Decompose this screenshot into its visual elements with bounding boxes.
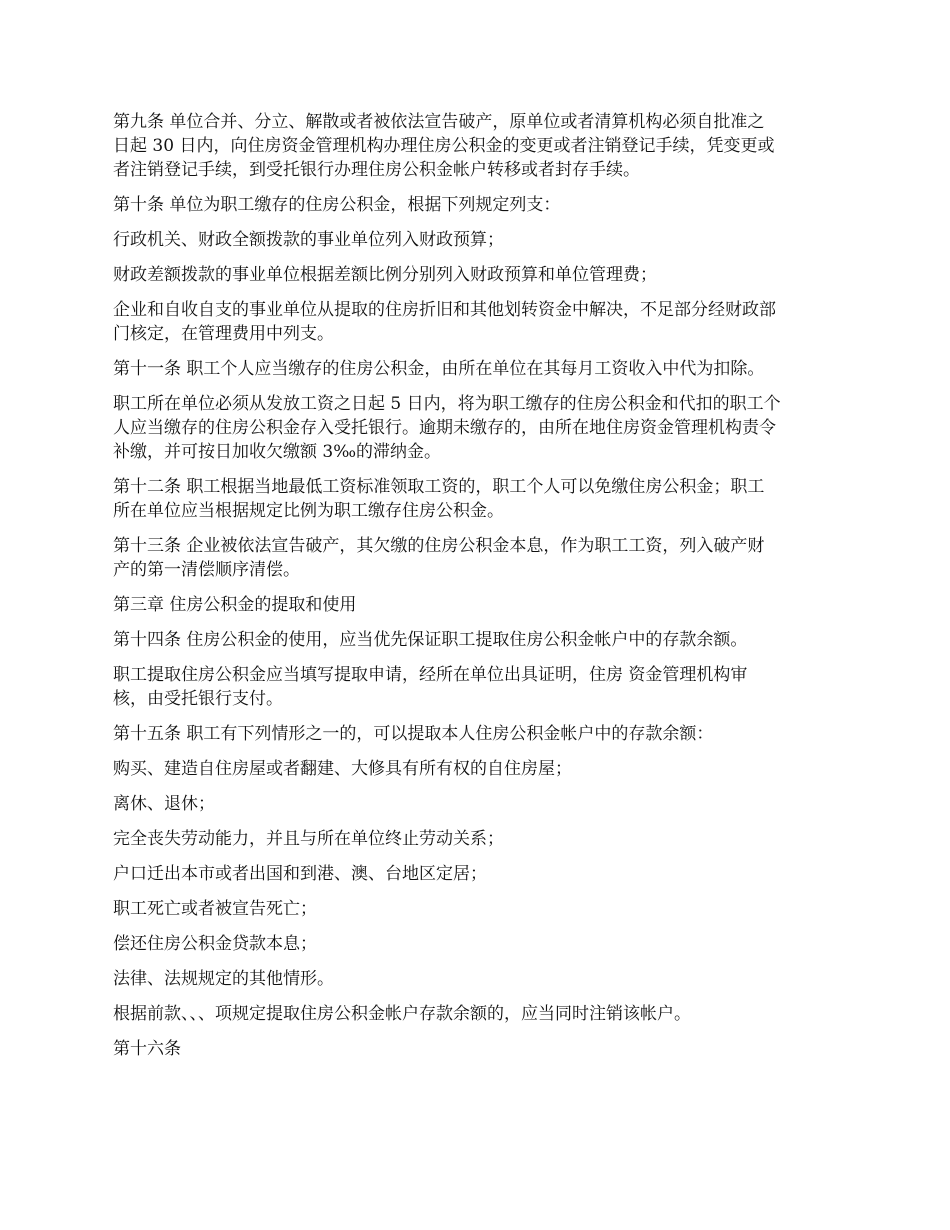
paragraph-list-item: 财政差额拨款的事业单位根据差额比例分别列入财政预算和单位管理费； [113, 265, 657, 285]
paragraph-list-item: 完全丧失劳动能力，并且与所在单位终止劳动关系； [113, 829, 504, 849]
paragraph-list-item: 职工死亡或者被宣告死亡； [113, 899, 317, 919]
paragraph-body: 根据前款、、、项规定提取住房公积金帐户存款余额的，应当同时注销该帐户。 [113, 1004, 691, 1024]
paragraph-list-item: 偿还住房公积金贷款本息； [113, 934, 317, 954]
document-page [113, 110, 843, 1072]
paragraph-article-13: 第十三条 企业被依法宣告破产，其欠缴的住房公积金本息，作为职工工资，列入破产财 产的第一清偿顺序清偿。 [113, 536, 765, 580]
paragraph-article-10: 第十条 单位为职工缴存的住房公积金，根据下列规定列支： [113, 195, 561, 215]
paragraph-list-item: 企业和自收自支的事业单位从提取的住房折旧和其他划转资金中解决，不足部分经财政部 门核定，在管理费用中列支。 [113, 300, 776, 344]
chapter-heading: 第三章 住房公积金的提取和使用 [113, 595, 357, 615]
paragraph-body: 职工所在单位必须从发放工资之日起 5 日内，将为职工缴存的住房公积金和代扣的职工个 人应当缴存的住房公积金存入受托银行。逾期未缴存的，由所在地住房资金管理机构责令 补缴，并可按日加收欠缴额 3‰的滞纳金。 [113, 394, 781, 462]
paragraph-article-11: 第十一条 职工个人应当缴存的住房公积金，由所在单位在其每月工资收入中代为扣除。 [113, 359, 765, 379]
paragraph-article-15: 第十五条 职工有下列情形之一的，可以提取本人住房公积金帐户中的存款余额： [113, 724, 714, 744]
paragraph-list-item: 法律、法规规定的其他情形。 [113, 969, 334, 989]
paragraph-list-item: 购买、建造自住房屋或者翻建、大修具有所有权的自住房屋； [113, 759, 572, 779]
paragraph-article-12: 第十二条 职工根据当地最低工资标准领取工资的，职工个人可以免缴住房公积金；职工 所在单位应当根据规定比例为职工缴存住房公积金。 [113, 477, 765, 521]
paragraph-article-16: 第十六条 [113, 1039, 181, 1059]
paragraph-article-14: 第十四条 住房公积金的使用，应当优先保证职工提取住房公积金帐户中的存款余额。 [113, 630, 748, 650]
paragraph-list-item: 离休、退休； [113, 794, 215, 814]
paragraph-article-9: 第九条 单位合并、分立、解散或者被依法宣告破产，原单位或者清算机构必须自批准之 日起 30 日内，向住房资金管理机构办理住房公积金的变更或者注销登记手续，凭变更或 者注销登记手续，到受托银行办理住房公积金帐户转移或者封存手续。 [113, 112, 775, 180]
paragraph-list-item: 行政机关、财政全额拨款的事业单位列入财政预算； [113, 230, 504, 250]
paragraph-list-item: 户口迁出本市或者出国和到港、澳、台地区定居； [113, 864, 487, 884]
paragraph-body: 职工提取住房公积金应当填写提取申请，经所在单位出具证明，住房 资金管理机构审 核，由受托银行支付。 [113, 665, 748, 709]
